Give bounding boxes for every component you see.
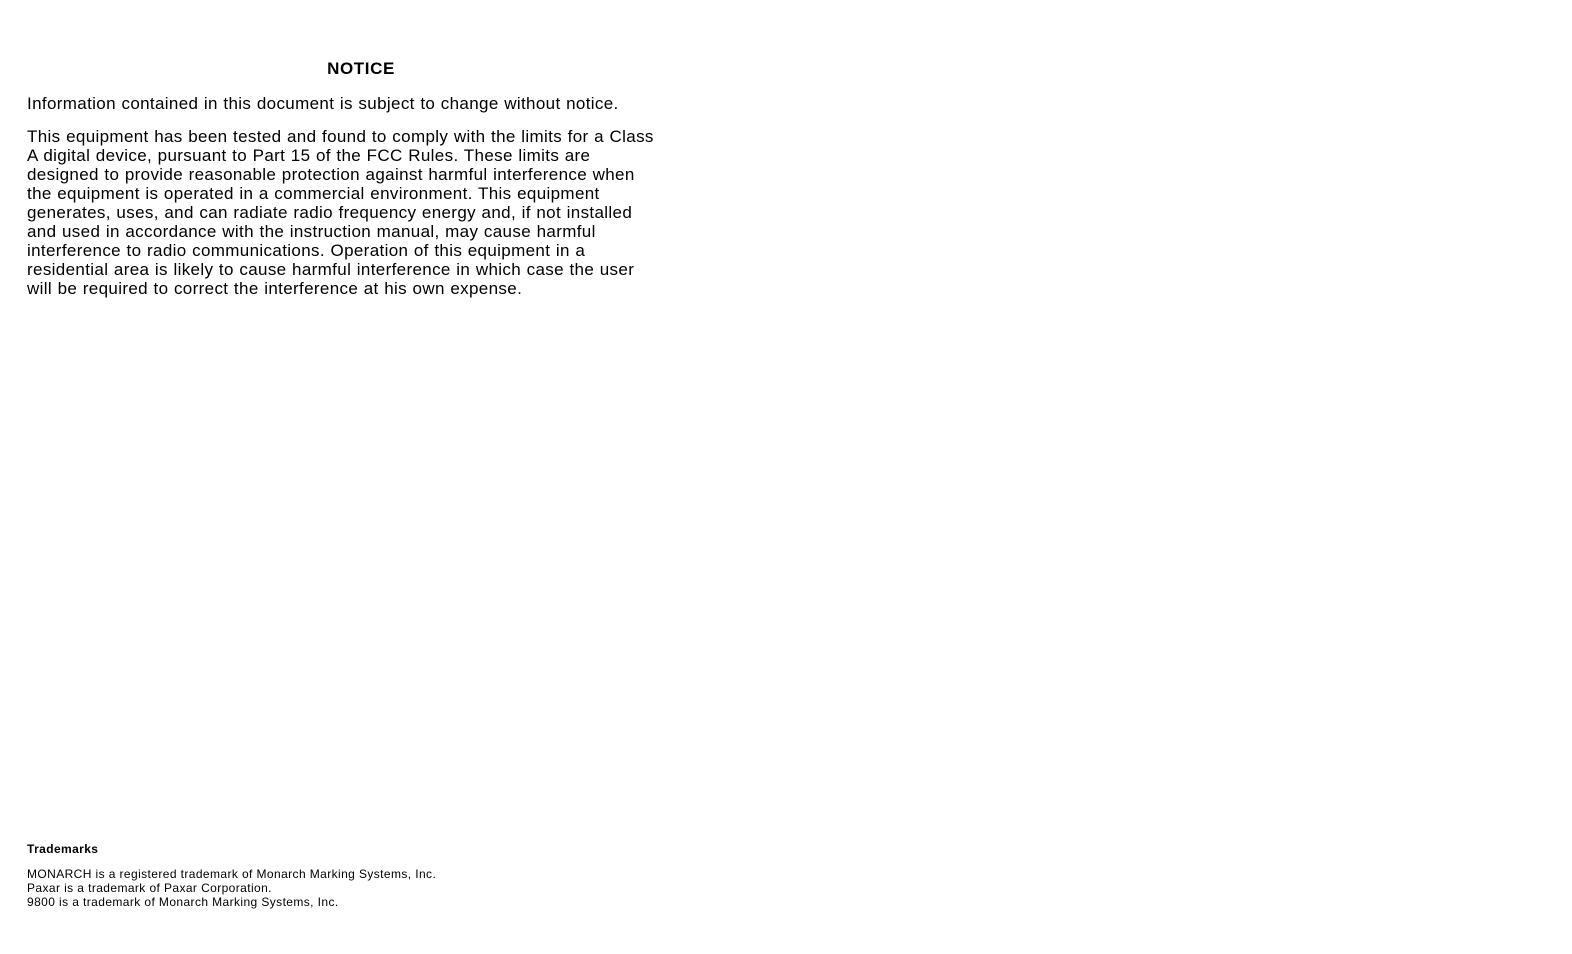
notice-section — [27, 58, 707, 312]
trademark-line-9800: 9800 is a trademark of Monarch Marking Systems, Inc. — [27, 895, 339, 909]
trademarks-section — [27, 841, 727, 909]
trademark-line-paxar: Paxar is a trademark of Paxar Corporation. — [27, 881, 272, 895]
fcc-compliance-paragraph: This equipment has been tested and found to comply with the limits for a Class A digital device, pursuant to Part 15 of the FCC Rules. These limits are designed to provide reasonable protection against harmful interference when the equipment is operated in a commercial environment. This equipment generates, uses, and can radiate radio frequency energy and, if not installed and used in accordance with the instruction manual, may cause harmful interference to radio communications. Operation of this equipment in a residential area is likely to cause harmful interference in which case the user will be required to correct the interference at his own expense. — [27, 127, 654, 298]
notice-title: NOTICE — [327, 59, 395, 78]
notice-change-paragraph: Information contained in this document is subject to change without notice. — [27, 94, 619, 113]
trademark-line-monarch: MONARCH is a registered trademark of Monarch Marking Systems, Inc. — [27, 867, 437, 881]
trademarks-title: Trademarks — [27, 842, 99, 856]
